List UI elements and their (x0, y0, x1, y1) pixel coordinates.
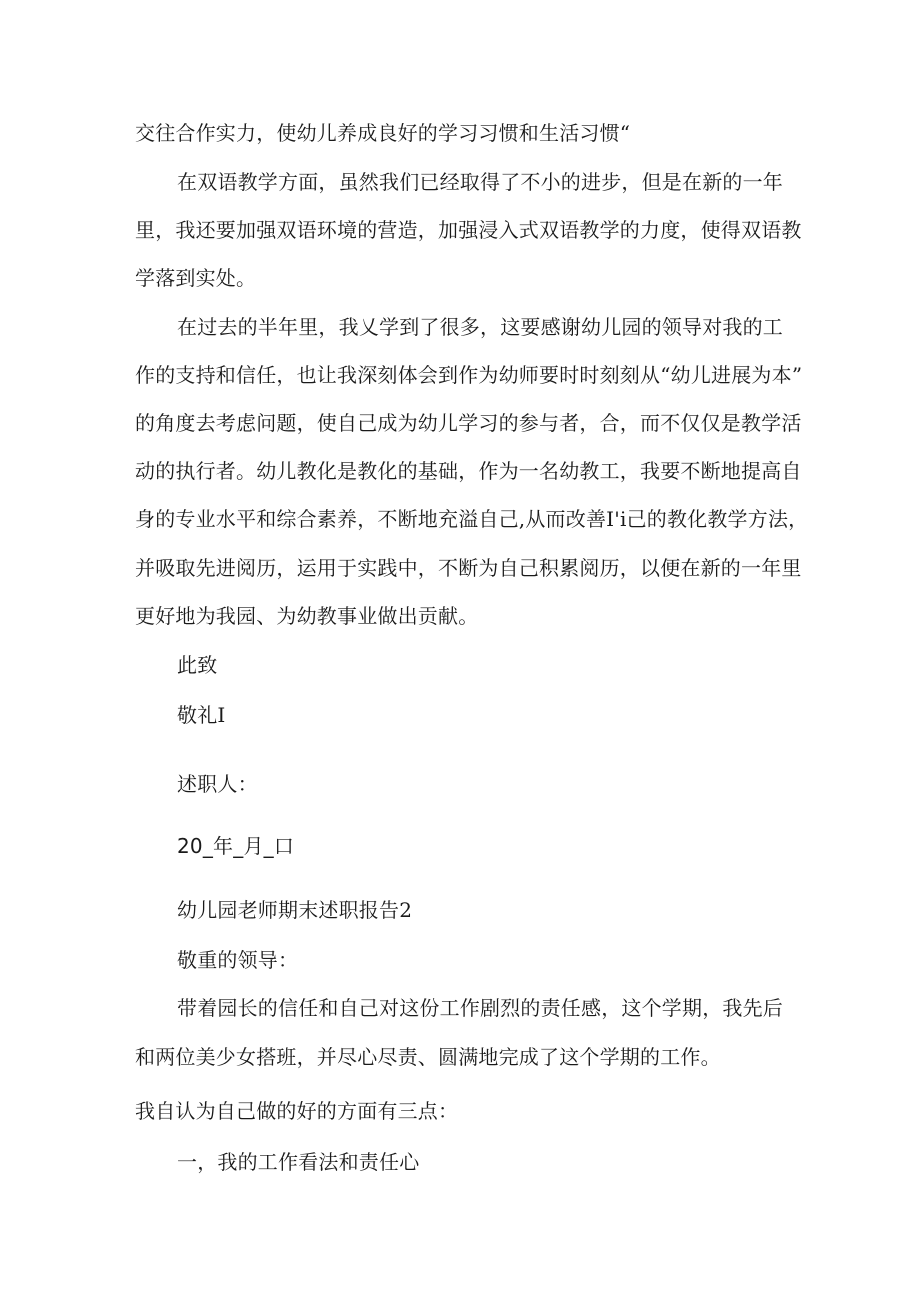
text-line: 学落到实处。 (135, 266, 257, 290)
greeting: 敬重的领导： (177, 948, 299, 972)
closing-regards: 敬礼I (177, 703, 226, 727)
text-line: 里，我还要加强双语环境的营造，加强浸入式双语教学的力度，使得双语教 (135, 218, 802, 242)
text-line: 我自认为自己做的好的方面有三点： (135, 1099, 459, 1123)
text-line: 更好地为我园、为幼教事业做出贡献。 (135, 604, 479, 628)
text-line: 带着园长的信任和自己对这份工作剧烈的责任感，这个学期，我先后 (177, 996, 783, 1020)
text-line: 在双语教学方面，虽然我们已经取得了不小的进步，但是在新的一年 (177, 170, 783, 194)
text-line: 并吸取先进阅历，运用于实践中，不断为自己积累阅历，以便在新的一年里 (135, 556, 802, 580)
subheading: 一，我的工作看法和责任心 (177, 1150, 420, 1174)
section-title: 幼儿园老师期末述职报告2 (177, 898, 413, 922)
date-line: 20_年_月_口 (177, 834, 295, 858)
text-line: 在过去的半年里，我乂学到了很多，这要感谢幼儿园的领导对我的工 (177, 315, 783, 339)
text-line: 和两位美少女搭班，并尽心尽责、圆满地完成了这个学期的工作。 (135, 1045, 721, 1069)
text-line: 身的专业水平和综合素养，不断地充溢自己,从而改善I'i己的教化教学方法， (135, 507, 809, 531)
text-line: 的角度去考虑问题，使自己成为幼儿学习的参与者，合，而不仅仅是教学活 (135, 411, 802, 435)
closing-salutation: 此致 (177, 653, 218, 677)
text-line: 作的支持和信任，也让我深刻体会到作为幼师要时时刻刻从“幼儿进展为本” (135, 363, 803, 387)
text-line: 动的执行者。幼儿教化是教化的基础，作为一名幼教工，我要不断地提高自 (135, 459, 802, 483)
text-line: 交往合作实力，使幼儿养成良好的学习习惯和生活习惯“ (135, 121, 631, 145)
reporter-label: 述职人： (177, 772, 258, 796)
